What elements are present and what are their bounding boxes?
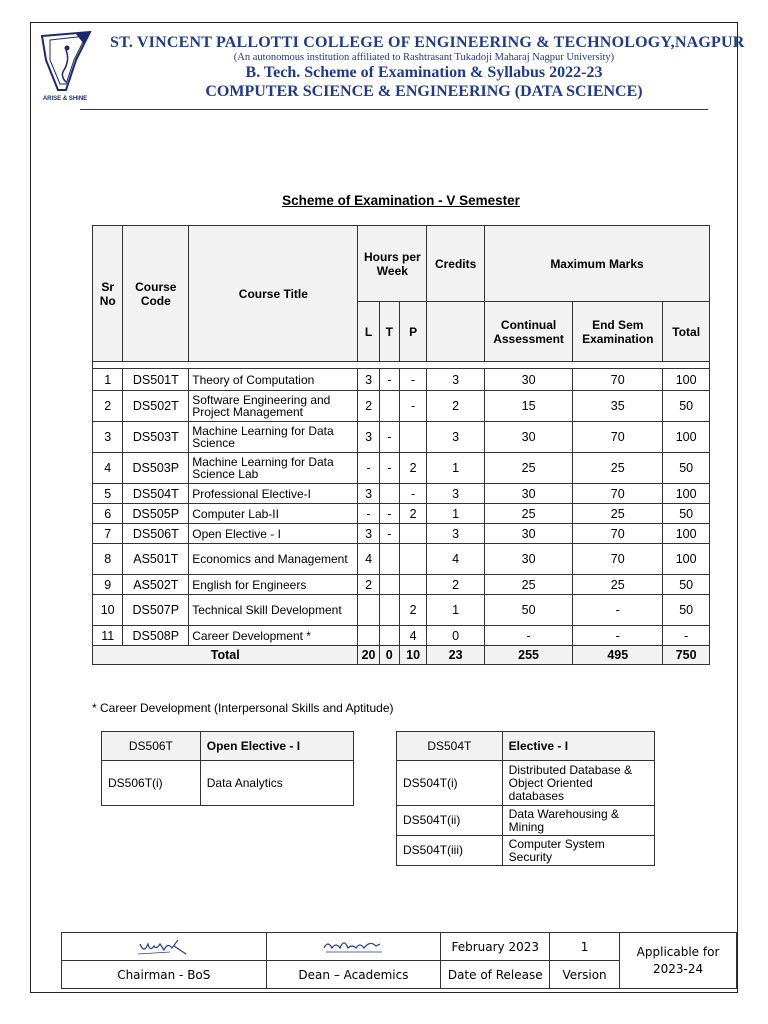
table-row [93,595,710,626]
header-maximum-marks: Maximum Marks [485,226,710,302]
cell-title: Machine Learning for Data Science Lab [189,453,358,484]
cell-total: 100 [663,484,710,504]
cell-title: English for Engineers [189,575,358,595]
cell-l: 4 [358,544,379,575]
cell-ca: 30 [485,484,573,504]
cell-t: - [379,504,399,524]
cell-credits: 3 [427,422,485,453]
total-l: 20 [358,646,379,665]
table-row [93,422,710,453]
header-course-code: Course Code [123,226,189,362]
cell-code: DS504T [123,484,189,504]
dean-label: Dean – Academics [266,961,441,989]
cell-sr: 7 [93,524,123,544]
cell-title: Machine Learning for Data Science [189,422,358,453]
cell-total: 50 [663,453,710,484]
cell-credits: 1 [427,504,485,524]
cell-sr: 10 [93,595,123,626]
logo-tagline: ARISE & SHINE [42,96,88,102]
cell-l: 2 [358,391,379,422]
header-t: T [379,302,399,362]
header-credits: Credits [427,226,485,302]
table-row [93,626,710,646]
cell-title: Theory of Computation [189,369,358,391]
cell-sr: 6 [93,504,123,524]
cell-sr: 4 [93,453,123,484]
chairman-label: Chairman - BoS [62,961,267,989]
header-p: P [399,302,426,362]
cell-es: 25 [573,504,663,524]
cell-l: 2 [358,575,379,595]
header-sr-no: Sr No [93,226,123,362]
cell-p: 2 [399,595,426,626]
cell-sr: 3 [93,422,123,453]
table-row [93,575,710,595]
cell-sr: 1 [93,369,123,391]
header-text [110,34,745,101]
spacer-row [93,362,710,369]
elective-item-name: Data Warehousing & Mining [502,806,654,836]
open-elective-table [101,731,354,806]
elective-item-code: DS504T(ii) [397,806,503,836]
page-title: Scheme of Examination - V Semester [282,193,520,208]
open-elective-label: Open Elective - I [200,732,353,761]
cell-es: 70 [573,544,663,575]
cell-t: - [379,422,399,453]
header-credits-blank [427,302,485,362]
cell-t: - [379,453,399,484]
cell-title: Professional Elective-I [189,484,358,504]
cell-ca: 30 [485,544,573,575]
cell-p [399,524,426,544]
cell-es: 25 [573,575,663,595]
table-row [93,391,710,422]
cell-total: 100 [663,422,710,453]
page-header [30,22,745,110]
table-row [93,544,710,575]
cell-code: DS502T [123,391,189,422]
cell-t [379,484,399,504]
cell-sr: 2 [93,391,123,422]
total-t: 0 [379,646,399,665]
header-total: Total [663,302,710,362]
cell-code: DS503P [123,453,189,484]
signature-icon [134,936,194,958]
release-date-label: Date of Release [441,961,550,989]
cell-title: Computer Lab-II [189,504,358,524]
cell-t [379,626,399,646]
cell-es: 70 [573,484,663,504]
total-marks: 750 [663,646,710,665]
cell-credits: 1 [427,453,485,484]
cell-code: AS502T [123,575,189,595]
cell-es: 25 [573,453,663,484]
cell-l: 3 [358,484,379,504]
cell-ca: 25 [485,504,573,524]
cell-total: 50 [663,595,710,626]
cell-p [399,544,426,575]
cell-title: Career Development * [189,626,358,646]
cell-credits: 3 [427,524,485,544]
open-elective-code: DS506T [102,732,201,761]
cell-code: DS503T [123,422,189,453]
cell-sr: 11 [93,626,123,646]
cell-l [358,626,379,646]
cell-ca: 25 [485,453,573,484]
cell-sr: 5 [93,484,123,504]
cell-ca: 30 [485,422,573,453]
cell-code: DS506T [123,524,189,544]
approval-footer [61,932,737,989]
cell-l: - [358,453,379,484]
cell-title: Open Elective - I [189,524,358,544]
cell-es: - [573,595,663,626]
table-row [93,484,710,504]
total-label: Total [93,646,358,665]
cell-p: - [399,484,426,504]
cell-total: 50 [663,575,710,595]
cell-credits: 0 [427,626,485,646]
table-row [93,524,710,544]
cell-p [399,575,426,595]
cell-ca: 25 [485,575,573,595]
chairman-signature [62,933,267,961]
cell-l: 3 [358,369,379,391]
table-row [93,453,710,484]
logo-emblem-icon [36,30,94,94]
cell-sr: 9 [93,575,123,595]
cell-code: DS507P [123,595,189,626]
cell-ca: - [485,626,573,646]
cell-t [379,595,399,626]
cell-l [358,595,379,626]
table-row [93,369,710,391]
cell-credits: 4 [427,544,485,575]
cell-credits: 2 [427,391,485,422]
elective-code: DS504T [397,732,503,761]
scheme-table [92,225,710,665]
elective-item-name: Distributed Database & Object Oriented databases [502,761,654,806]
elective-item-name: Computer System Security [502,836,654,866]
elective-label: Elective - I [502,732,654,761]
cell-credits: 1 [427,595,485,626]
header-end-sem: End Sem Examination [573,302,663,362]
cell-p: 4 [399,626,426,646]
cell-total: 50 [663,504,710,524]
signature-icon [318,936,388,958]
applicable-for: Applicable for 2023-24 [620,933,737,989]
cell-es: 70 [573,422,663,453]
cell-total: 50 [663,391,710,422]
cell-credits: 2 [427,575,485,595]
cell-credits: 3 [427,484,485,504]
open-elective-item-code: DS506T(i) [102,761,201,806]
college-affiliation: (An autonomous institution affiliated to Rashtrasant Tukadoji Maharaj Nagpur University) [233,52,615,63]
cell-total: 100 [663,544,710,575]
cell-p: 2 [399,453,426,484]
scheme-title: B. Tech. Scheme of Examination & Syllabus 2022-23 [245,64,603,81]
cell-t [379,391,399,422]
college-logo [36,30,94,108]
header-divider [80,109,708,110]
elective-item-code: DS504T(iii) [397,836,503,866]
elective-table [396,731,655,866]
cell-t: - [379,524,399,544]
cell-ca: 30 [485,369,573,391]
version-label: Version [550,961,620,989]
header-course-title: Course Title [189,226,358,362]
cell-total: 100 [663,369,710,391]
cell-credits: 3 [427,369,485,391]
cell-t [379,575,399,595]
cell-title: Technical Skill Development [189,595,358,626]
cell-p: - [399,369,426,391]
cell-code: DS508P [123,626,189,646]
cell-es: - [573,626,663,646]
college-name: ST. VINCENT PALLOTTI COLLEGE OF ENGINEERING & TECHNOLOGY,NAGPUR [110,34,745,51]
cell-t: - [379,369,399,391]
total-credits: 23 [427,646,485,665]
cell-total: 100 [663,524,710,544]
cell-es: 70 [573,369,663,391]
cell-l: 3 [358,422,379,453]
cell-ca: 50 [485,595,573,626]
cell-sr: 8 [93,544,123,575]
dean-signature [266,933,441,961]
cell-es: 70 [573,524,663,544]
header-l: L [358,302,379,362]
cell-es: 35 [573,391,663,422]
cell-code: DS501T [123,369,189,391]
cell-ca: 30 [485,524,573,544]
cell-title: Economics and Management [189,544,358,575]
open-elective-item-name: Data Analytics [200,761,353,806]
version-number: 1 [550,933,620,961]
header-continual-assessment: Continual Assessment [485,302,573,362]
cell-total: - [663,626,710,646]
cell-t [379,544,399,575]
cell-code: AS501T [123,544,189,575]
header-hours-per-week: Hours per Week [358,226,427,302]
career-development-note: * Career Development (Interpersonal Skills and Aptitude) [92,701,394,715]
cell-p: - [399,391,426,422]
total-ca: 255 [485,646,573,665]
cell-title: Software Engineering and Project Management [189,391,358,422]
total-p: 10 [399,646,426,665]
cell-l: - [358,504,379,524]
cell-p: 2 [399,504,426,524]
department-title: COMPUTER SCIENCE & ENGINEERING (DATA SCIENCE) [205,83,643,100]
elective-item-code: DS504T(i) [397,761,503,806]
cell-ca: 15 [485,391,573,422]
release-date: February 2023 [441,933,550,961]
table-row [93,504,710,524]
total-es: 495 [573,646,663,665]
cell-code: DS505P [123,504,189,524]
total-row [93,646,710,665]
cell-l: 3 [358,524,379,544]
cell-p [399,422,426,453]
